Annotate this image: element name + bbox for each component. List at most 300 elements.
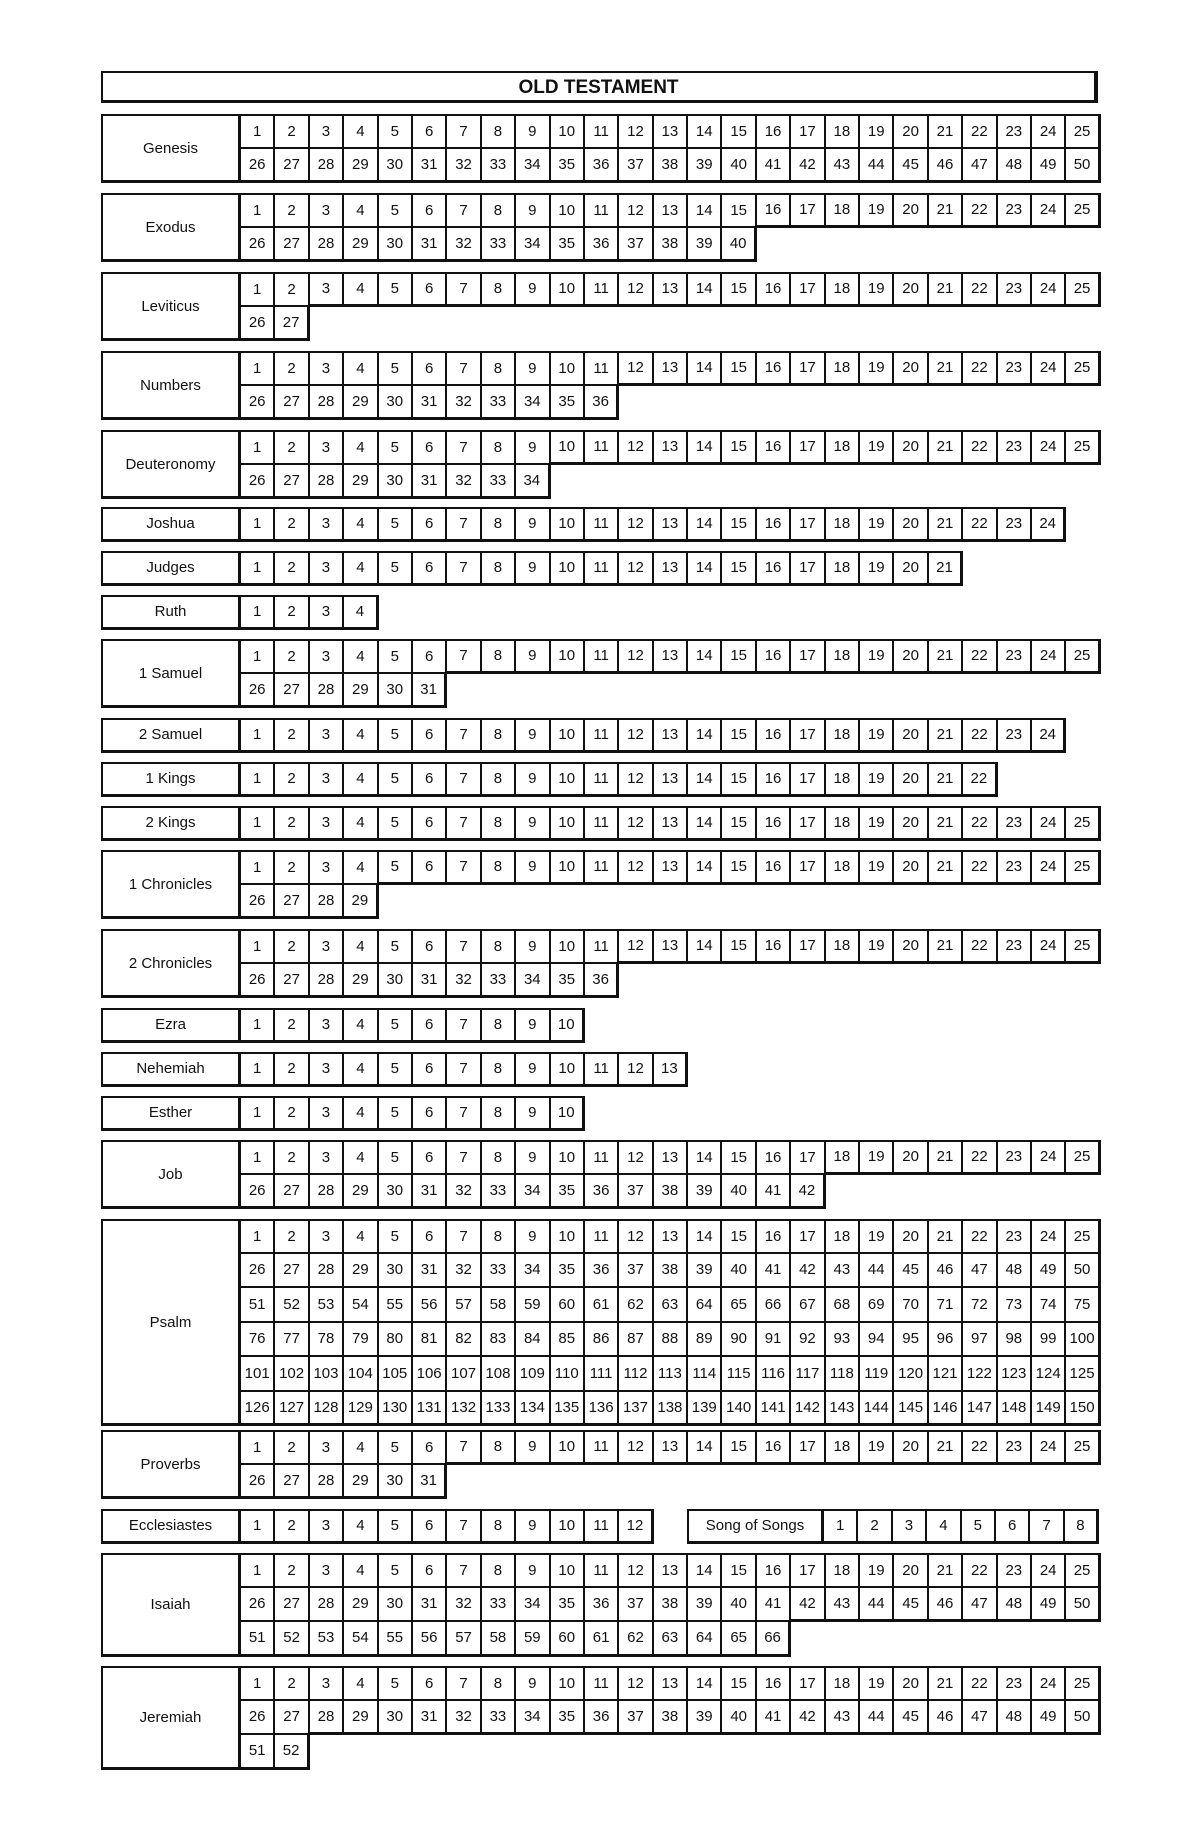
chapter-cell[interactable]: 29 [344,149,378,184]
chapter-cell[interactable]: 1 [241,1140,275,1175]
chapter-cell[interactable]: 25 [1066,272,1100,307]
chapter-cell[interactable]: 1 [241,929,275,964]
chapter-cell[interactable]: 5 [379,762,413,797]
chapter-cell[interactable]: 21 [929,272,963,307]
chapter-cell[interactable]: 33 [482,228,516,263]
chapter-cell[interactable]: 5 [379,507,413,542]
chapter-cell[interactable]: 102 [275,1357,309,1392]
chapter-cell[interactable]: 26 [241,1465,275,1500]
chapter-cell[interactable]: 1 [241,850,275,885]
chapter-cell[interactable]: 13 [654,762,688,797]
chapter-cell[interactable]: 11 [585,639,619,674]
chapter-cell[interactable]: 138 [654,1392,688,1427]
chapter-cell[interactable]: 38 [654,1254,688,1289]
chapter-cell[interactable]: 44 [860,149,894,184]
chapter-cell[interactable]: 8 [482,1430,516,1465]
chapter-cell[interactable]: 4 [344,1140,378,1175]
chapter-cell[interactable]: 10 [551,193,585,228]
chapter-cell[interactable]: 4 [344,806,378,841]
chapter-cell[interactable]: 30 [379,228,413,263]
chapter-cell[interactable]: 24 [1032,850,1066,885]
chapter-cell[interactable]: 7 [447,1052,481,1087]
chapter-cell[interactable]: 8 [482,507,516,542]
chapter-cell[interactable]: 15 [722,114,756,149]
chapter-cell[interactable]: 5 [379,193,413,228]
chapter-cell[interactable]: 16 [757,806,791,841]
chapter-cell[interactable]: 22 [963,850,997,885]
chapter-cell[interactable]: 16 [757,1140,791,1175]
chapter-cell[interactable]: 50 [1066,1254,1100,1289]
chapter-cell[interactable]: 7 [447,430,481,465]
chapter-cell[interactable]: 13 [654,718,688,753]
chapter-cell[interactable]: 6 [413,762,447,797]
chapter-cell[interactable]: 14 [688,507,722,542]
chapter-cell[interactable]: 119 [860,1357,894,1392]
chapter-cell[interactable]: 25 [1066,806,1100,841]
chapter-cell[interactable]: 20 [894,507,928,542]
chapter-cell[interactable]: 91 [757,1323,791,1358]
chapter-cell[interactable]: 21 [929,351,963,386]
chapter-cell[interactable]: 13 [654,850,688,885]
chapter-cell[interactable]: 4 [344,430,378,465]
chapter-cell[interactable]: 7 [447,551,481,586]
chapter-cell[interactable]: 8 [482,114,516,149]
chapter-cell[interactable]: 11 [585,272,619,307]
chapter-cell[interactable]: 14 [688,1140,722,1175]
chapter-cell[interactable]: 1 [241,1008,275,1043]
chapter-cell[interactable]: 40 [722,1254,756,1289]
chapter-cell[interactable]: 39 [688,1254,722,1289]
chapter-cell[interactable]: 22 [963,272,997,307]
chapter-cell[interactable]: 137 [619,1392,653,1427]
chapter-cell[interactable]: 20 [894,1430,928,1465]
chapter-cell[interactable]: 29 [344,1588,378,1623]
chapter-cell[interactable]: 31 [413,1254,447,1289]
chapter-cell[interactable]: 67 [791,1288,825,1323]
chapter-cell[interactable]: 65 [722,1622,756,1657]
chapter-cell[interactable]: 31 [413,228,447,263]
chapter-cell[interactable]: 15 [722,351,756,386]
chapter-cell[interactable]: 5 [379,850,413,885]
chapter-cell[interactable]: 1 [241,1509,275,1544]
chapter-cell[interactable]: 40 [722,1588,756,1623]
chapter-cell[interactable]: 64 [688,1288,722,1323]
chapter-cell[interactable]: 25 [1066,1430,1100,1465]
chapter-cell[interactable]: 18 [826,193,860,228]
chapter-cell[interactable]: 13 [654,507,688,542]
chapter-cell[interactable]: 24 [1032,272,1066,307]
chapter-cell[interactable]: 28 [310,674,344,709]
chapter-cell[interactable]: 82 [447,1323,481,1358]
chapter-cell[interactable]: 16 [757,1553,791,1588]
chapter-cell[interactable]: 64 [688,1622,722,1657]
chapter-cell[interactable]: 27 [275,386,309,421]
chapter-cell[interactable]: 31 [413,1175,447,1210]
chapter-cell[interactable]: 28 [310,149,344,184]
chapter-cell[interactable]: 7 [447,272,481,307]
chapter-cell[interactable]: 70 [894,1288,928,1323]
chapter-cell[interactable]: 20 [894,551,928,586]
chapter-cell[interactable]: 24 [1032,1140,1066,1175]
chapter-cell[interactable]: 13 [654,639,688,674]
chapter-cell[interactable]: 9 [516,507,550,542]
chapter-cell[interactable]: 35 [551,1588,585,1623]
chapter-cell[interactable]: 2 [275,1219,309,1254]
chapter-cell[interactable]: 28 [310,1254,344,1289]
chapter-cell[interactable]: 22 [963,193,997,228]
chapter-cell[interactable]: 51 [241,1735,275,1770]
chapter-cell[interactable]: 8 [482,1096,516,1131]
chapter-cell[interactable]: 96 [929,1323,963,1358]
chapter-cell[interactable]: 38 [654,1175,688,1210]
chapter-cell[interactable]: 16 [757,762,791,797]
chapter-cell[interactable]: 101 [241,1357,275,1392]
chapter-cell[interactable]: 2 [275,1008,309,1043]
chapter-cell[interactable]: 25 [1066,1140,1100,1175]
chapter-cell[interactable]: 6 [413,850,447,885]
chapter-cell[interactable]: 26 [241,674,275,709]
chapter-cell[interactable]: 3 [310,507,344,542]
chapter-cell[interactable]: 16 [757,114,791,149]
chapter-cell[interactable]: 34 [516,1175,550,1210]
chapter-cell[interactable]: 4 [344,1052,378,1087]
chapter-cell[interactable]: 2 [275,929,309,964]
chapter-cell[interactable]: 18 [826,1219,860,1254]
chapter-cell[interactable]: 24 [1032,430,1066,465]
chapter-cell[interactable]: 10 [551,850,585,885]
chapter-cell[interactable]: 35 [551,149,585,184]
chapter-cell[interactable]: 6 [413,1096,447,1131]
chapter-cell[interactable]: 12 [619,193,653,228]
chapter-cell[interactable]: 45 [894,1701,928,1736]
chapter-cell[interactable]: 5 [379,1430,413,1465]
chapter-cell[interactable]: 16 [757,430,791,465]
chapter-cell[interactable]: 23 [998,507,1032,542]
chapter-cell[interactable]: 148 [998,1392,1032,1427]
chapter-cell[interactable]: 7 [447,639,481,674]
chapter-cell[interactable]: 3 [310,1052,344,1087]
chapter-cell[interactable]: 7 [447,351,481,386]
chapter-cell[interactable]: 2 [275,507,309,542]
chapter-cell[interactable]: 93 [826,1323,860,1358]
chapter-cell[interactable]: 61 [585,1288,619,1323]
chapter-cell[interactable]: 32 [447,1175,481,1210]
chapter-cell[interactable]: 22 [963,1430,997,1465]
chapter-cell[interactable]: 31 [413,386,447,421]
chapter-cell[interactable]: 7 [447,114,481,149]
chapter-cell[interactable]: 23 [998,1553,1032,1588]
chapter-cell[interactable]: 13 [654,1140,688,1175]
chapter-cell[interactable]: 6 [413,272,447,307]
chapter-cell[interactable]: 139 [688,1392,722,1427]
chapter-cell[interactable]: 144 [860,1392,894,1427]
chapter-cell[interactable]: 28 [310,885,344,920]
chapter-cell[interactable]: 23 [998,1140,1032,1175]
chapter-cell[interactable]: 9 [516,1666,550,1701]
chapter-cell[interactable]: 22 [963,507,997,542]
chapter-cell[interactable]: 15 [722,929,756,964]
chapter-cell[interactable]: 30 [379,386,413,421]
chapter-cell[interactable]: 12 [619,806,653,841]
chapter-cell[interactable]: 18 [826,1666,860,1701]
chapter-cell[interactable]: 15 [722,1666,756,1701]
chapter-cell[interactable]: 11 [585,1219,619,1254]
chapter-cell[interactable]: 69 [860,1288,894,1323]
chapter-cell[interactable]: 103 [310,1357,344,1392]
chapter-cell[interactable]: 11 [585,806,619,841]
chapter-cell[interactable]: 89 [688,1323,722,1358]
chapter-cell[interactable]: 43 [826,149,860,184]
chapter-cell[interactable]: 2 [275,114,309,149]
chapter-cell[interactable]: 12 [619,1509,653,1544]
chapter-cell[interactable]: 8 [482,272,516,307]
chapter-cell[interactable]: 11 [585,762,619,797]
chapter-cell[interactable]: 2 [275,595,309,630]
chapter-cell[interactable]: 15 [722,762,756,797]
chapter-cell[interactable]: 117 [791,1357,825,1392]
chapter-cell[interactable]: 78 [310,1323,344,1358]
chapter-cell[interactable]: 3 [310,351,344,386]
chapter-cell[interactable]: 52 [275,1288,309,1323]
chapter-cell[interactable]: 1 [241,1219,275,1254]
chapter-cell[interactable]: 18 [826,114,860,149]
chapter-cell[interactable]: 1 [241,1052,275,1087]
chapter-cell[interactable]: 23 [998,1430,1032,1465]
chapter-cell[interactable]: 37 [619,1588,653,1623]
chapter-cell[interactable]: 25 [1066,850,1100,885]
chapter-cell[interactable]: 8 [482,1219,516,1254]
chapter-cell[interactable]: 10 [551,806,585,841]
chapter-cell[interactable]: 1 [241,430,275,465]
chapter-cell[interactable]: 55 [379,1288,413,1323]
chapter-cell[interactable]: 47 [963,1254,997,1289]
chapter-cell[interactable]: 7 [447,929,481,964]
chapter-cell[interactable]: 18 [826,806,860,841]
chapter-cell[interactable]: 2 [275,639,309,674]
chapter-cell[interactable]: 41 [757,1588,791,1623]
chapter-cell[interactable]: 13 [654,1666,688,1701]
chapter-cell[interactable]: 35 [551,1254,585,1289]
chapter-cell[interactable]: 4 [344,507,378,542]
chapter-cell[interactable]: 16 [757,1430,791,1465]
chapter-cell[interactable]: 9 [516,1553,550,1588]
chapter-cell[interactable]: 7 [447,507,481,542]
chapter-cell[interactable]: 10 [551,1008,585,1043]
chapter-cell[interactable]: 27 [275,149,309,184]
chapter-cell[interactable]: 53 [310,1622,344,1657]
chapter-cell[interactable]: 31 [413,674,447,709]
chapter-cell[interactable]: 24 [1032,718,1066,753]
chapter-cell[interactable]: 18 [826,929,860,964]
chapter-cell[interactable]: 5 [379,114,413,149]
chapter-cell[interactable]: 33 [482,1175,516,1210]
chapter-cell[interactable]: 22 [963,351,997,386]
chapter-cell[interactable]: 24 [1032,193,1066,228]
chapter-cell[interactable]: 53 [310,1288,344,1323]
chapter-cell[interactable]: 3 [310,1509,344,1544]
chapter-cell[interactable]: 15 [722,639,756,674]
chapter-cell[interactable]: 61 [585,1622,619,1657]
chapter-cell[interactable]: 71 [929,1288,963,1323]
chapter-cell[interactable]: 10 [551,718,585,753]
chapter-cell[interactable]: 9 [516,1052,550,1087]
chapter-cell[interactable]: 39 [688,149,722,184]
chapter-cell[interactable]: 11 [585,507,619,542]
chapter-cell[interactable]: 1 [241,114,275,149]
chapter-cell[interactable]: 4 [344,850,378,885]
chapter-cell[interactable]: 150 [1066,1392,1100,1427]
chapter-cell[interactable]: 5 [379,1096,413,1131]
chapter-cell[interactable]: 9 [516,1140,550,1175]
chapter-cell[interactable]: 16 [757,718,791,753]
chapter-cell[interactable]: 58 [482,1622,516,1657]
chapter-cell[interactable]: 17 [791,639,825,674]
chapter-cell[interactable]: 27 [275,1588,309,1623]
chapter-cell[interactable]: 24 [1032,929,1066,964]
chapter-cell[interactable]: 44 [860,1254,894,1289]
chapter-cell[interactable]: 41 [757,1175,791,1210]
chapter-cell[interactable]: 14 [688,1430,722,1465]
chapter-cell[interactable]: 25 [1066,1553,1100,1588]
chapter-cell[interactable]: 19 [860,1140,894,1175]
chapter-cell[interactable]: 3 [310,639,344,674]
chapter-cell[interactable]: 13 [654,929,688,964]
chapter-cell[interactable]: 2 [275,193,309,228]
chapter-cell[interactable]: 22 [963,1666,997,1701]
chapter-cell[interactable]: 27 [275,1175,309,1210]
chapter-cell[interactable]: 7 [447,1219,481,1254]
chapter-cell[interactable]: 6 [413,639,447,674]
chapter-cell[interactable]: 19 [860,639,894,674]
chapter-cell[interactable]: 20 [894,351,928,386]
chapter-cell[interactable]: 20 [894,850,928,885]
chapter-cell[interactable]: 12 [619,1430,653,1465]
chapter-cell[interactable]: 118 [826,1357,860,1392]
chapter-cell[interactable]: 21 [929,114,963,149]
chapter-cell[interactable]: 2 [275,1553,309,1588]
chapter-cell[interactable]: 11 [585,193,619,228]
chapter-cell[interactable]: 35 [551,964,585,999]
chapter-cell[interactable]: 18 [826,430,860,465]
chapter-cell[interactable]: 10 [551,1430,585,1465]
chapter-cell[interactable]: 9 [516,762,550,797]
chapter-cell[interactable]: 43 [826,1701,860,1736]
chapter-cell[interactable]: 20 [894,639,928,674]
chapter-cell[interactable]: 21 [929,1140,963,1175]
chapter-cell[interactable]: 47 [963,1588,997,1623]
chapter-cell[interactable]: 19 [860,762,894,797]
chapter-cell[interactable]: 2 [275,718,309,753]
chapter-cell[interactable]: 20 [894,114,928,149]
chapter-cell[interactable]: 16 [757,507,791,542]
chapter-cell[interactable]: 2 [275,430,309,465]
chapter-cell[interactable]: 35 [551,386,585,421]
chapter-cell[interactable]: 16 [757,639,791,674]
chapter-cell[interactable]: 28 [310,1588,344,1623]
chapter-cell[interactable]: 26 [241,228,275,263]
chapter-cell[interactable]: 39 [688,1701,722,1736]
chapter-cell[interactable]: 2 [275,1140,309,1175]
chapter-cell[interactable]: 124 [1032,1357,1066,1392]
chapter-cell[interactable]: 21 [929,1553,963,1588]
chapter-cell[interactable]: 52 [275,1735,309,1770]
chapter-cell[interactable]: 50 [1066,1701,1100,1736]
chapter-cell[interactable]: 2 [275,1052,309,1087]
chapter-cell[interactable]: 29 [344,885,378,920]
chapter-cell[interactable]: 21 [929,639,963,674]
chapter-cell[interactable]: 19 [860,1219,894,1254]
chapter-cell[interactable]: 116 [757,1357,791,1392]
chapter-cell[interactable]: 11 [585,1666,619,1701]
chapter-cell[interactable]: 34 [516,1254,550,1289]
chapter-cell[interactable]: 37 [619,228,653,263]
chapter-cell[interactable]: 29 [344,964,378,999]
chapter-cell[interactable]: 15 [722,272,756,307]
chapter-cell[interactable]: 19 [860,1430,894,1465]
chapter-cell[interactable]: 8 [1065,1509,1099,1544]
chapter-cell[interactable]: 36 [585,1701,619,1736]
chapter-cell[interactable]: 49 [1032,149,1066,184]
chapter-cell[interactable]: 133 [482,1392,516,1427]
chapter-cell[interactable]: 21 [929,1219,963,1254]
chapter-cell[interactable]: 8 [482,1140,516,1175]
chapter-cell[interactable]: 2 [275,1430,309,1465]
chapter-cell[interactable]: 22 [963,806,997,841]
chapter-cell[interactable]: 31 [413,465,447,500]
chapter-cell[interactable]: 142 [791,1392,825,1427]
chapter-cell[interactable]: 17 [791,272,825,307]
chapter-cell[interactable]: 20 [894,718,928,753]
chapter-cell[interactable]: 3 [310,718,344,753]
chapter-cell[interactable]: 1 [241,551,275,586]
chapter-cell[interactable]: 48 [998,149,1032,184]
chapter-cell[interactable]: 18 [826,1553,860,1588]
chapter-cell[interactable]: 23 [998,718,1032,753]
chapter-cell[interactable]: 31 [413,1465,447,1500]
chapter-cell[interactable]: 7 [1030,1509,1064,1544]
chapter-cell[interactable]: 23 [998,114,1032,149]
chapter-cell[interactable]: 9 [516,1096,550,1131]
chapter-cell[interactable]: 8 [482,430,516,465]
chapter-cell[interactable]: 14 [688,430,722,465]
chapter-cell[interactable]: 8 [482,1553,516,1588]
chapter-cell[interactable]: 25 [1066,1666,1100,1701]
chapter-cell[interactable]: 4 [344,1008,378,1043]
chapter-cell[interactable]: 37 [619,1701,653,1736]
chapter-cell[interactable]: 58 [482,1288,516,1323]
chapter-cell[interactable]: 23 [998,1219,1032,1254]
chapter-cell[interactable]: 20 [894,1666,928,1701]
chapter-cell[interactable]: 83 [482,1323,516,1358]
chapter-cell[interactable]: 13 [654,193,688,228]
chapter-cell[interactable]: 17 [791,351,825,386]
chapter-cell[interactable]: 14 [688,850,722,885]
chapter-cell[interactable]: 15 [722,507,756,542]
chapter-cell[interactable]: 49 [1032,1588,1066,1623]
chapter-cell[interactable]: 36 [585,386,619,421]
chapter-cell[interactable]: 4 [344,1666,378,1701]
chapter-cell[interactable]: 11 [585,1052,619,1087]
chapter-cell[interactable]: 110 [551,1357,585,1392]
chapter-cell[interactable]: 136 [585,1392,619,1427]
chapter-cell[interactable]: 24 [1032,1430,1066,1465]
chapter-cell[interactable]: 40 [722,1701,756,1736]
chapter-cell[interactable]: 45 [894,1254,928,1289]
chapter-cell[interactable]: 1 [241,507,275,542]
chapter-cell[interactable]: 12 [619,507,653,542]
chapter-cell[interactable]: 12 [619,718,653,753]
chapter-cell[interactable]: 15 [722,1219,756,1254]
